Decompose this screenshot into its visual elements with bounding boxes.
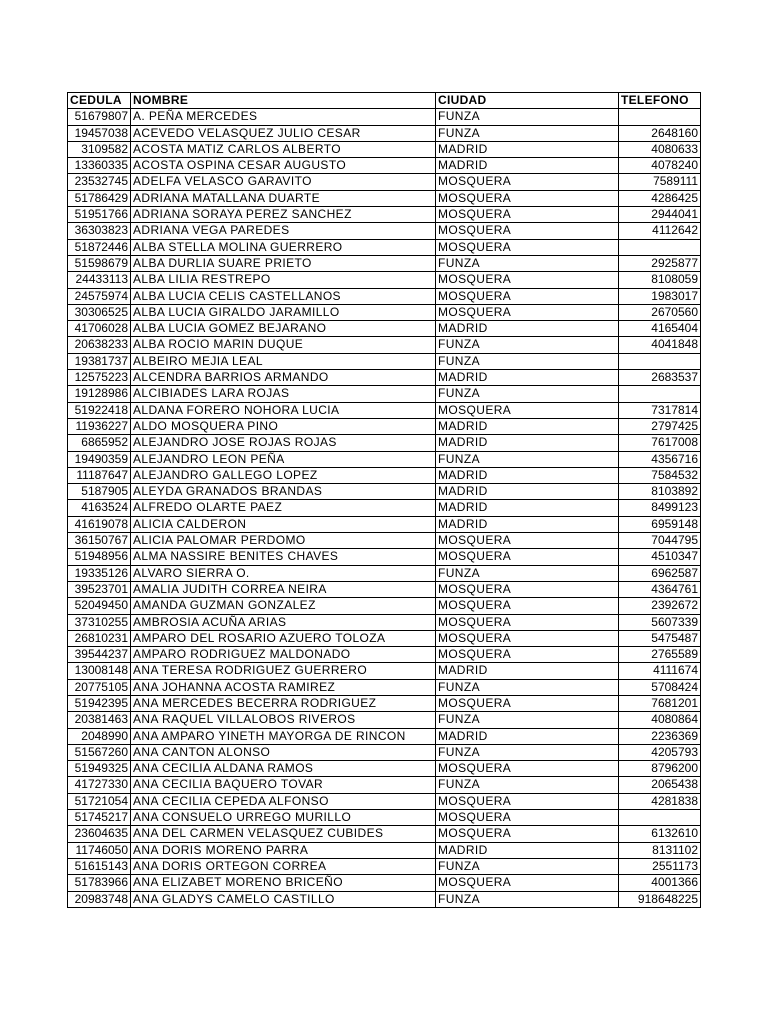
telefono-cell: 2236369 [619, 728, 701, 744]
ciudad-cell: MOSQUERA [436, 581, 619, 597]
nombre-cell: ADRIANA MATALLANA DUARTE [131, 190, 436, 206]
cedula-cell: 11936227 [68, 418, 131, 434]
ciudad-cell: MADRID [436, 141, 619, 157]
ciudad-cell: MADRID [436, 484, 619, 500]
telefono-cell: 4286425 [619, 190, 701, 206]
telefono-cell [619, 386, 701, 402]
telefono-cell [619, 109, 701, 125]
cedula-cell: 4163524 [68, 500, 131, 516]
nombre-cell: ANA CONSUELO URREGO MURILLO [131, 810, 436, 826]
ciudad-cell: MOSQUERA [436, 402, 619, 418]
table-row [68, 435, 701, 451]
table-row [68, 207, 701, 223]
telefono-cell: 8499123 [619, 500, 701, 516]
table-row [68, 810, 701, 826]
telefono-cell: 5475487 [619, 630, 701, 646]
telefono-cell: 4078240 [619, 158, 701, 174]
ciudad-cell: MADRID [436, 842, 619, 858]
telefono-cell: 2944041 [619, 207, 701, 223]
cedula-cell: 26810231 [68, 630, 131, 646]
cedula-cell: 51942395 [68, 695, 131, 711]
ciudad-cell: MADRID [436, 467, 619, 483]
ciudad-cell: MADRID [436, 516, 619, 532]
cedula-cell: 51745217 [68, 810, 131, 826]
cedula-cell: 2048990 [68, 728, 131, 744]
ciudad-cell: FUNZA [436, 125, 619, 141]
nombre-cell: ALEYDA GRANADOS BRANDAS [131, 484, 436, 500]
cedula-cell: 51922418 [68, 402, 131, 418]
header-cedula: CEDULA [68, 93, 131, 109]
nombre-cell: ANA TERESA RODRIGUEZ GUERRERO [131, 663, 436, 679]
nombre-cell: A. PEÑA MERCEDES [131, 109, 436, 125]
cedula-cell: 41727330 [68, 777, 131, 793]
cedula-cell: 23532745 [68, 174, 131, 190]
contacts-table [67, 92, 701, 908]
telefono-cell: 4510347 [619, 549, 701, 565]
header-nombre: NOMBRE [131, 93, 436, 109]
table-row [68, 565, 701, 581]
table-row [68, 647, 701, 663]
table-row [68, 581, 701, 597]
ciudad-cell: MADRID [436, 158, 619, 174]
table-header-row [68, 93, 701, 109]
table-row [68, 695, 701, 711]
telefono-cell: 5607339 [619, 614, 701, 630]
nombre-cell: ADRIANA SORAYA PEREZ SANCHEZ [131, 207, 436, 223]
ciudad-cell: FUNZA [436, 858, 619, 874]
cedula-cell: 20983748 [68, 891, 131, 907]
telefono-cell: 2765589 [619, 647, 701, 663]
nombre-cell: ALBA STELLA MOLINA GUERRERO [131, 239, 436, 255]
telefono-cell: 4364761 [619, 581, 701, 597]
nombre-cell: AMALIA JUDITH CORREA NEIRA [131, 581, 436, 597]
nombre-cell: ALVARO SIERRA O. [131, 565, 436, 581]
nombre-cell: ANA ELIZABET MORENO BRICEÑO [131, 875, 436, 891]
ciudad-cell: MOSQUERA [436, 826, 619, 842]
nombre-cell: ADELFA VELASCO GARAVITO [131, 174, 436, 190]
table-row [68, 337, 701, 353]
ciudad-cell: MOSQUERA [436, 761, 619, 777]
spreadsheet-sheet [67, 92, 700, 908]
telefono-cell: 918648225 [619, 891, 701, 907]
table-row [68, 370, 701, 386]
telefono-cell: 7589111 [619, 174, 701, 190]
nombre-cell: ALCIBIADES LARA ROJAS [131, 386, 436, 402]
nombre-cell: AMPARO RODRIGUEZ MALDONADO [131, 647, 436, 663]
nombre-cell: ANA JOHANNA ACOSTA RAMIREZ [131, 679, 436, 695]
telefono-cell: 4001366 [619, 875, 701, 891]
cedula-cell: 51615143 [68, 858, 131, 874]
telefono-cell: 8796200 [619, 761, 701, 777]
table-row [68, 272, 701, 288]
ciudad-cell: MOSQUERA [436, 630, 619, 646]
telefono-cell: 2648160 [619, 125, 701, 141]
telefono-cell: 4165404 [619, 321, 701, 337]
telefono-cell: 5708424 [619, 679, 701, 695]
table-row [68, 549, 701, 565]
nombre-cell: ALBA LUCIA GIRALDO JARAMILLO [131, 304, 436, 320]
telefono-cell: 2065438 [619, 777, 701, 793]
telefono-cell: 6959148 [619, 516, 701, 532]
cedula-cell: 19490359 [68, 451, 131, 467]
table-row [68, 614, 701, 630]
cedula-cell: 51948956 [68, 549, 131, 565]
nombre-cell: ALMA NASSIRE BENITES CHAVES [131, 549, 436, 565]
nombre-cell: AMANDA GUZMAN GONZALEZ [131, 598, 436, 614]
nombre-cell: ANA DORIS ORTEGON CORREA [131, 858, 436, 874]
table-row [68, 533, 701, 549]
nombre-cell: ANA DEL CARMEN VELASQUEZ CUBIDES [131, 826, 436, 842]
ciudad-cell: MOSQUERA [436, 695, 619, 711]
telefono-cell: 7681201 [619, 695, 701, 711]
telefono-cell: 8131102 [619, 842, 701, 858]
telefono-cell: 4080864 [619, 712, 701, 728]
cedula-cell: 51567260 [68, 744, 131, 760]
telefono-cell: 7584532 [619, 467, 701, 483]
table-row [68, 255, 701, 271]
table-row [68, 190, 701, 206]
nombre-cell: ACEVEDO VELASQUEZ JULIO CESAR [131, 125, 436, 141]
nombre-cell: ALDANA FORERO NOHORA LUCIA [131, 402, 436, 418]
cedula-cell: 51679807 [68, 109, 131, 125]
ciudad-cell: FUNZA [436, 565, 619, 581]
table-row [68, 467, 701, 483]
telefono-cell [619, 239, 701, 255]
table-row [68, 402, 701, 418]
cedula-cell: 36303823 [68, 223, 131, 239]
cedula-cell: 19335126 [68, 565, 131, 581]
table-row [68, 598, 701, 614]
cedula-cell: 51783966 [68, 875, 131, 891]
ciudad-cell: FUNZA [436, 337, 619, 353]
table-row [68, 109, 701, 125]
ciudad-cell: MOSQUERA [436, 174, 619, 190]
table-row [68, 174, 701, 190]
ciudad-cell: FUNZA [436, 712, 619, 728]
table-row [68, 777, 701, 793]
ciudad-cell: MOSQUERA [436, 793, 619, 809]
telefono-cell: 2670560 [619, 304, 701, 320]
ciudad-cell: MOSQUERA [436, 207, 619, 223]
cedula-cell: 23604635 [68, 826, 131, 842]
telefono-cell: 8103892 [619, 484, 701, 500]
table-row [68, 793, 701, 809]
nombre-cell: ANA CECILIA BAQUERO TOVAR [131, 777, 436, 793]
cedula-cell: 11187647 [68, 467, 131, 483]
cedula-cell: 52049450 [68, 598, 131, 614]
table-row [68, 761, 701, 777]
cedula-cell: 13360335 [68, 158, 131, 174]
ciudad-cell: MOSQUERA [436, 614, 619, 630]
telefono-cell: 2925877 [619, 255, 701, 271]
telefono-cell: 8108059 [619, 272, 701, 288]
ciudad-cell: MOSQUERA [436, 549, 619, 565]
table-row [68, 728, 701, 744]
cedula-cell: 39544237 [68, 647, 131, 663]
telefono-cell: 2797425 [619, 418, 701, 434]
table-row [68, 679, 701, 695]
cedula-cell: 51721054 [68, 793, 131, 809]
nombre-cell: ADRIANA VEGA PAREDES [131, 223, 436, 239]
telefono-cell: 6962587 [619, 565, 701, 581]
ciudad-cell: MOSQUERA [436, 288, 619, 304]
table-row [68, 516, 701, 532]
ciudad-cell: MOSQUERA [436, 239, 619, 255]
telefono-cell: 2551173 [619, 858, 701, 874]
table-body [68, 109, 701, 908]
telefono-cell: 4080633 [619, 141, 701, 157]
nombre-cell: ANA AMPARO YINETH MAYORGA DE RINCON [131, 728, 436, 744]
cedula-cell: 51951766 [68, 207, 131, 223]
nombre-cell: ALBA ROCIO MARIN DUQUE [131, 337, 436, 353]
telefono-cell: 1983017 [619, 288, 701, 304]
cedula-cell: 19381737 [68, 353, 131, 369]
table-row [68, 386, 701, 402]
table-row [68, 891, 701, 907]
cedula-cell: 41619078 [68, 516, 131, 532]
telefono-cell [619, 810, 701, 826]
ciudad-cell: MADRID [436, 435, 619, 451]
cedula-cell: 24433113 [68, 272, 131, 288]
header-telefono: TELEFONO [619, 93, 701, 109]
table-row [68, 451, 701, 467]
cedula-cell: 36150767 [68, 533, 131, 549]
cedula-cell: 13008148 [68, 663, 131, 679]
table-row [68, 288, 701, 304]
nombre-cell: ALICIA CALDERON [131, 516, 436, 532]
ciudad-cell: MOSQUERA [436, 533, 619, 549]
table-row [68, 321, 701, 337]
telefono-cell: 7044795 [619, 533, 701, 549]
table-row [68, 484, 701, 500]
table-row [68, 858, 701, 874]
nombre-cell: ACOSTA OSPINA CESAR AUGUSTO [131, 158, 436, 174]
header-ciudad: CIUDAD [436, 93, 619, 109]
ciudad-cell: MADRID [436, 663, 619, 679]
ciudad-cell: FUNZA [436, 109, 619, 125]
table-row [68, 712, 701, 728]
ciudad-cell: MOSQUERA [436, 810, 619, 826]
ciudad-cell: FUNZA [436, 353, 619, 369]
cedula-cell: 41706028 [68, 321, 131, 337]
cedula-cell: 3109582 [68, 141, 131, 157]
cedula-cell: 39523701 [68, 581, 131, 597]
ciudad-cell: MOSQUERA [436, 598, 619, 614]
cedula-cell: 20381463 [68, 712, 131, 728]
ciudad-cell: FUNZA [436, 255, 619, 271]
nombre-cell: ALBA LILIA RESTREPO [131, 272, 436, 288]
telefono-cell: 2392672 [619, 598, 701, 614]
nombre-cell: ANA DORIS MORENO PARRA [131, 842, 436, 858]
nombre-cell: ANA MERCEDES BECERRA RODRIGUEZ [131, 695, 436, 711]
ciudad-cell: FUNZA [436, 891, 619, 907]
ciudad-cell: MADRID [436, 321, 619, 337]
table-row [68, 141, 701, 157]
telefono-cell: 7317814 [619, 402, 701, 418]
table-row [68, 875, 701, 891]
table-row [68, 223, 701, 239]
telefono-cell: 4205793 [619, 744, 701, 760]
telefono-cell: 4041848 [619, 337, 701, 353]
ciudad-cell: FUNZA [436, 451, 619, 467]
cedula-cell: 11746050 [68, 842, 131, 858]
cedula-cell: 19457038 [68, 125, 131, 141]
nombre-cell: AMPARO DEL ROSARIO AZUERO TOLOZA [131, 630, 436, 646]
table-row [68, 500, 701, 516]
cedula-cell: 30306525 [68, 304, 131, 320]
nombre-cell: ALEJANDRO LEON PEÑA [131, 451, 436, 467]
nombre-cell: ALEJANDRO GALLEGO LOPEZ [131, 467, 436, 483]
nombre-cell: ANA CANTON ALONSO [131, 744, 436, 760]
nombre-cell: ALDO MOSQUERA PINO [131, 418, 436, 434]
table-row [68, 826, 701, 842]
cedula-cell: 12575223 [68, 370, 131, 386]
telefono-cell: 4281838 [619, 793, 701, 809]
table-row [68, 239, 701, 255]
telefono-cell: 4112642 [619, 223, 701, 239]
cedula-cell: 37310255 [68, 614, 131, 630]
table-row [68, 353, 701, 369]
table-row [68, 842, 701, 858]
cedula-cell: 51872446 [68, 239, 131, 255]
cedula-cell: 51786429 [68, 190, 131, 206]
nombre-cell: ALEJANDRO JOSE ROJAS ROJAS [131, 435, 436, 451]
ciudad-cell: MOSQUERA [436, 647, 619, 663]
nombre-cell: ALBA DURLIA SUARE PRIETO [131, 255, 436, 271]
cedula-cell: 51598679 [68, 255, 131, 271]
ciudad-cell: MADRID [436, 418, 619, 434]
cedula-cell: 5187905 [68, 484, 131, 500]
telefono-cell: 2683537 [619, 370, 701, 386]
ciudad-cell: MADRID [436, 500, 619, 516]
ciudad-cell: FUNZA [436, 777, 619, 793]
telefono-cell: 4111674 [619, 663, 701, 679]
ciudad-cell: FUNZA [436, 679, 619, 695]
nombre-cell: ALICIA PALOMAR PERDOMO [131, 533, 436, 549]
table-row [68, 304, 701, 320]
cedula-cell: 51949325 [68, 761, 131, 777]
nombre-cell: ALCENDRA BARRIOS ARMANDO [131, 370, 436, 386]
telefono-cell: 7617008 [619, 435, 701, 451]
ciudad-cell: MOSQUERA [436, 190, 619, 206]
nombre-cell: ACOSTA MATIZ CARLOS ALBERTO [131, 141, 436, 157]
cedula-cell: 24575974 [68, 288, 131, 304]
cedula-cell: 20638233 [68, 337, 131, 353]
nombre-cell: AMBROSIA ACUÑA ARIAS [131, 614, 436, 630]
table-row [68, 744, 701, 760]
nombre-cell: ANA CECILIA CEPEDA ALFONSO [131, 793, 436, 809]
nombre-cell: ANA GLADYS CAMELO CASTILLO [131, 891, 436, 907]
nombre-cell: ALBA LUCIA CELIS CASTELLANOS [131, 288, 436, 304]
nombre-cell: ANA RAQUEL VILLALOBOS RIVEROS [131, 712, 436, 728]
table-row [68, 158, 701, 174]
cedula-cell: 19128986 [68, 386, 131, 402]
ciudad-cell: MOSQUERA [436, 875, 619, 891]
ciudad-cell: MOSQUERA [436, 304, 619, 320]
ciudad-cell: FUNZA [436, 744, 619, 760]
telefono-cell: 6132610 [619, 826, 701, 842]
cedula-cell: 6865952 [68, 435, 131, 451]
nombre-cell: ALFREDO OLARTE PAEZ [131, 500, 436, 516]
ciudad-cell: MADRID [436, 370, 619, 386]
telefono-cell: 4356716 [619, 451, 701, 467]
nombre-cell: ALBEIRO MEJIA LEAL [131, 353, 436, 369]
table-row [68, 125, 701, 141]
telefono-cell [619, 353, 701, 369]
ciudad-cell: MADRID [436, 728, 619, 744]
ciudad-cell: MOSQUERA [436, 223, 619, 239]
table-row [68, 630, 701, 646]
table-row [68, 663, 701, 679]
nombre-cell: ANA CECILIA ALDANA RAMOS [131, 761, 436, 777]
ciudad-cell: MOSQUERA [436, 272, 619, 288]
table-row [68, 418, 701, 434]
cedula-cell: 20775105 [68, 679, 131, 695]
nombre-cell: ALBA LUCIA GOMEZ BEJARANO [131, 321, 436, 337]
ciudad-cell: FUNZA [436, 386, 619, 402]
